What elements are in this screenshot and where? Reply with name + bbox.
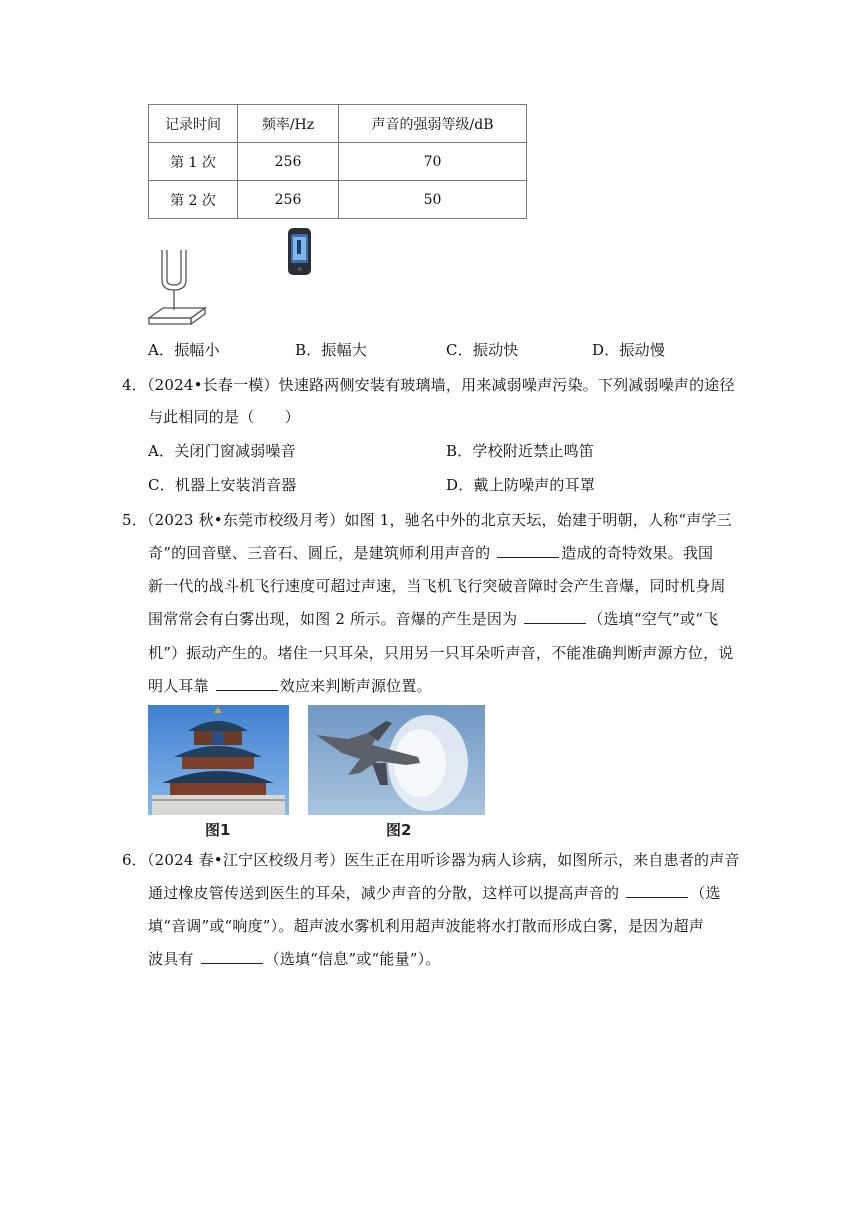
tuning-fork-icon (149, 250, 205, 324)
q5-stem-line6 (148, 676, 432, 696)
q4-stem-line1: 4．（2024•长春一模）快速路两侧安装有玻璃墙，用来减弱噪声污染。下列减弱噪声的途径 (122, 376, 735, 394)
figure-2-jet-photo (308, 705, 485, 815)
q4-option-b: B．学校附近禁止鸣笛 (446, 442, 595, 460)
q6-stem-line4 (148, 949, 441, 969)
q5-line4-text-a: 围常常会有白雾出现，如图 2 所示。音爆的产生是因为 (148, 610, 518, 628)
q6-line2-text-b: （选 (690, 884, 721, 902)
figure-1-caption: 图1 (205, 821, 231, 839)
answer-blank-5[interactable] (201, 949, 263, 964)
q5-line6-text-a: 明人耳靠 (148, 677, 209, 695)
temple-of-heaven-icon (148, 705, 289, 815)
q4-stem-line2: 与此相同的是（ ） (148, 408, 301, 426)
table-cell: 第 1 次 (149, 143, 238, 181)
answer-blank-1[interactable] (497, 543, 559, 558)
q5-line2-text-b: 造成的奇特效果。我国 (561, 544, 714, 562)
q5-line4-text-b: （选填“空气”或“飞 (588, 610, 719, 628)
q6-line4-text-a: 波具有 (148, 950, 194, 968)
table-cell: 256 (238, 143, 339, 181)
record-table (148, 104, 527, 219)
q6-stem-line2 (148, 883, 721, 903)
q6-line2-text-a: 通过橡皮管传送到医生的耳朵，减少声音的分散，这样可以提高声音的 (148, 884, 620, 902)
table-row (149, 181, 527, 219)
q4-option-d: D．戴上防噪声的耳罩 (446, 476, 596, 494)
fighter-jet-icon (308, 705, 485, 815)
table-cell: 256 (238, 181, 339, 219)
q5-stem-line4 (148, 609, 718, 629)
q4-option-c: C．机器上安装消音器 (148, 476, 297, 494)
table-cell: 70 (339, 143, 527, 181)
tuning-fork-figure (145, 246, 207, 330)
decibel-meter-figure (287, 227, 313, 277)
q3-option-b: B．振幅大 (295, 341, 368, 359)
q6-stem-line3: 填“音调”或“响度”）。超声波水雾机利用超声波能将水打散而形成白雾，是因为超声 (148, 917, 704, 935)
table-row (149, 143, 527, 181)
figure-2-caption: 图2 (386, 821, 412, 839)
phone-icon (288, 228, 311, 275)
q3-option-d: D．振动慢 (592, 341, 666, 359)
q3-option-c: C．振动快 (446, 341, 519, 359)
q5-line6-text-b: 效应来判断声源位置。 (279, 677, 432, 695)
q5-stem-line1: 5．（2023 秋•东莞市校级月考）如图 1，驰名中外的北京天坛，始建于明朝，人称“声学三 (122, 511, 732, 529)
q6-line4-text-b: （选填“信息”或“能量”）。 (264, 950, 441, 968)
header-cell-level: 声音的强弱等级/dB (339, 105, 527, 143)
header-cell-time: 记录时间 (149, 105, 238, 143)
q5-stem-line2 (148, 543, 713, 563)
answer-blank-2[interactable] (524, 609, 586, 624)
answer-blank-4[interactable] (626, 883, 688, 898)
figure-1-temple-photo (148, 705, 289, 815)
table-cell: 50 (339, 181, 527, 219)
table-cell: 第 2 次 (149, 181, 238, 219)
q4-option-a: A．关闭门窗减弱噪音 (148, 442, 296, 460)
q5-line2-text-a: 奇”的回音壁、三音石、圆丘，是建筑师利用声音的 (148, 544, 491, 562)
answer-blank-3[interactable] (216, 676, 278, 691)
q6-stem-line1: 6．（2024 春•江宁区校级月考）医生正在用听诊器为病人诊病，如图所示，来自患者的声音 (122, 851, 740, 869)
header-cell-frequency: 频率/Hz (238, 105, 339, 143)
q5-stem-line3: 新一代的战斗机飞行速度可超过声速，当飞机飞行突破音障时会产生音爆，同时机身周 (148, 577, 726, 595)
table-header-row (149, 105, 527, 143)
q5-stem-line5: 机”）振动产生的。堵住一只耳朵，只用另一只耳朵听声音，不能准确判断声源方位，说 (148, 644, 734, 662)
q3-option-a: A．振幅小 (148, 341, 220, 359)
